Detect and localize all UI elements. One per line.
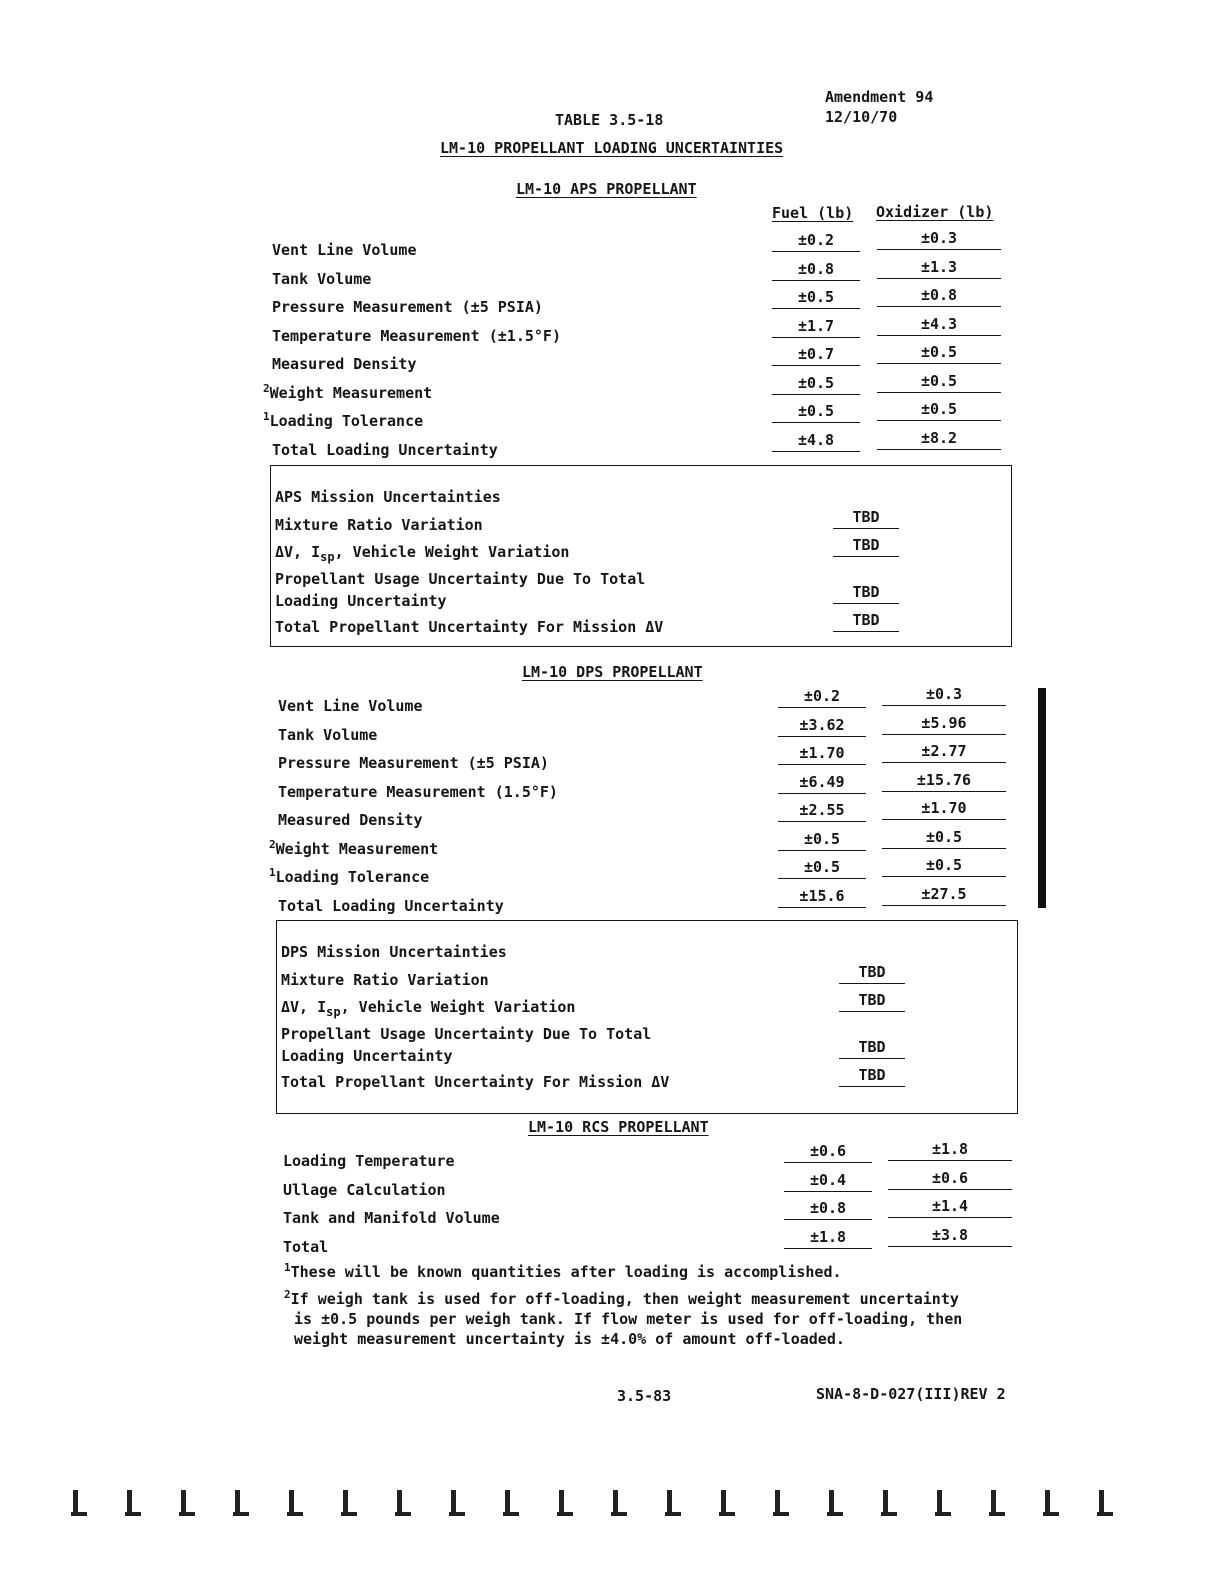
aps-oxidizer-value: ±4.3	[877, 315, 1001, 336]
aps-section-title: LM-10 APS PROPELLANT	[516, 180, 697, 198]
aps-mission-title: APS Mission Uncertainties	[275, 488, 501, 506]
rcs-row-label: Ullage Calculation	[283, 1180, 446, 1199]
aps-usage-label-2: Loading Uncertainty	[275, 592, 447, 610]
scan-mark	[554, 1488, 574, 1518]
scan-mark	[986, 1488, 1006, 1518]
aps-row-label: $^1$Loading Tolerance	[263, 410, 424, 430]
rcs-oxidizer-value: ±1.8	[888, 1140, 1012, 1161]
aps-row-label: Pressure Measurement (±5 PSIA)	[272, 298, 543, 316]
scan-mark	[1094, 1488, 1114, 1518]
amendment-label: Amendment 94	[825, 88, 934, 106]
scan-mark	[122, 1488, 142, 1518]
scan-mark	[176, 1488, 196, 1518]
dps-fuel-value: ±2.55	[778, 801, 866, 822]
scan-mark	[662, 1488, 682, 1518]
scan-mark	[716, 1488, 736, 1518]
dps-usage-tbd: TBD	[839, 1038, 905, 1059]
footnote-2-line-1: $^2$If weigh tank is used for off-loading, then weight measurement uncertainty	[284, 1288, 959, 1308]
dps-row-label: Pressure Measurement (±5 PSIA)	[278, 754, 549, 772]
footnote-2-line-3: weight measurement uncertainty is ±4.0% of amount off-loaded.	[294, 1330, 845, 1348]
aps-oxidizer-value: ±0.3	[877, 229, 1001, 250]
aps-row-label: Temperature Measurement (±1.5°F)	[272, 326, 561, 345]
aps-row-label: Total Loading Uncertainty	[272, 440, 498, 459]
aps-total-tbd: TBD	[833, 611, 899, 632]
document-id: SNA-8-D-027(III)REV 2	[816, 1385, 1006, 1403]
aps-mixture-tbd: TBD	[833, 508, 899, 529]
dps-oxidizer-value: ±15.76	[882, 771, 1006, 792]
dps-fuel-value: ±3.62	[778, 716, 866, 737]
aps-dv-tbd: TBD	[833, 536, 899, 557]
table-title: LM-10 PROPELLANT LOADING UNCERTAINTIES	[440, 139, 784, 157]
table-number: TABLE 3.5-18	[555, 111, 664, 129]
scan-mark	[446, 1488, 466, 1518]
aps-fuel-value: ±4.8	[772, 431, 860, 452]
scan-mark	[500, 1488, 520, 1518]
aps-row-label: Tank Volume	[272, 269, 372, 288]
dps-row-label: Vent Line Volume	[278, 697, 423, 715]
dps-dv-isp-label: ΔV, $I_{sp}$, Vehicle Weight Variation	[281, 998, 576, 1019]
rcs-oxidizer-value: ±0.6	[888, 1169, 1012, 1190]
dps-dv-tbd: TBD	[839, 991, 905, 1012]
rcs-fuel-value: ±0.6	[784, 1142, 872, 1163]
dps-mission-title: DPS Mission Uncertainties	[281, 943, 507, 961]
scan-mark	[1040, 1488, 1060, 1518]
dps-total-tbd: TBD	[839, 1066, 905, 1087]
footnote-1: $^1$These will be known quantities after loading is accomplished.	[284, 1261, 842, 1281]
scan-mark	[338, 1488, 358, 1518]
dps-mixture-ratio-label: Mixture Ratio Variation	[281, 971, 489, 989]
dps-fuel-value: ±0.5	[778, 858, 866, 879]
dps-oxidizer-value: ±0.3	[882, 685, 1006, 706]
dps-mixture-tbd: TBD	[839, 963, 905, 984]
dps-oxidizer-value: ±1.70	[882, 799, 1006, 820]
footnote-2-line-2: is ±0.5 pounds per weigh tank. If flow meter is used for off-loading, then	[294, 1310, 963, 1328]
dps-row-label: Tank Volume	[278, 725, 378, 744]
oxidizer-column-header: Oxidizer (lb)	[876, 203, 994, 221]
scan-mark	[608, 1488, 628, 1518]
aps-usage-label-1: Propellant Usage Uncertainty Due To Total	[275, 570, 646, 588]
scan-mark	[770, 1488, 790, 1518]
scan-mark	[932, 1488, 952, 1518]
page-number: 3.5-83	[617, 1387, 672, 1405]
aps-total-mission-label: Total Propellant Uncertainty For Mission ΔV	[275, 618, 664, 636]
dps-oxidizer-value: ±0.5	[882, 828, 1006, 849]
rcs-section-title: LM-10 RCS PROPELLANT	[528, 1118, 709, 1136]
aps-oxidizer-value: ±1.3	[877, 258, 1001, 279]
aps-oxidizer-value: ±0.5	[877, 400, 1001, 421]
rcs-fuel-value: ±0.8	[784, 1199, 872, 1220]
scan-mark	[284, 1488, 304, 1518]
scan-mark	[230, 1488, 250, 1518]
dps-fuel-value: ±0.2	[778, 687, 866, 708]
dps-oxidizer-value: ±5.96	[882, 714, 1006, 735]
scan-mark	[878, 1488, 898, 1518]
revision-change-bar	[1038, 688, 1046, 908]
aps-fuel-value: ±0.2	[772, 231, 860, 252]
dps-oxidizer-value: ±2.77	[882, 742, 1006, 763]
dps-row-label: Measured Density	[278, 811, 423, 829]
aps-row-label: $^2$Weight Measurement	[263, 381, 433, 402]
dps-oxidizer-value: ±27.5	[882, 885, 1006, 906]
rcs-row-label: Total	[283, 1237, 329, 1256]
rcs-oxidizer-value: ±3.8	[888, 1226, 1012, 1247]
amendment-date: 12/10/70	[825, 108, 898, 126]
aps-fuel-value: ±0.7	[772, 345, 860, 366]
aps-row-label: Vent Line Volume	[272, 241, 417, 259]
rcs-row-label: Tank and Manifold Volume	[283, 1209, 500, 1227]
dps-fuel-value: ±0.5	[778, 830, 866, 851]
aps-usage-tbd: TBD	[833, 583, 899, 604]
aps-dv-isp-label: ΔV, $I_{sp}$, Vehicle Weight Variation	[275, 543, 570, 564]
rcs-fuel-value: ±0.4	[784, 1171, 872, 1192]
aps-fuel-value: ±0.8	[772, 260, 860, 281]
aps-oxidizer-value: ±8.2	[877, 429, 1001, 450]
aps-fuel-value: ±0.5	[772, 402, 860, 423]
aps-fuel-value: ±0.5	[772, 374, 860, 395]
fuel-column-header: Fuel (lb)	[772, 204, 854, 222]
scan-edge-marks	[60, 1488, 1160, 1524]
dps-fuel-value: ±1.70	[778, 744, 866, 765]
aps-mixture-ratio-label: Mixture Ratio Variation	[275, 516, 483, 534]
scan-mark	[824, 1488, 844, 1518]
dps-total-mission-label: Total Propellant Uncertainty For Mission ΔV	[281, 1073, 670, 1091]
aps-row-label: Measured Density	[272, 355, 417, 373]
dps-row-label: $^2$Weight Measurement	[269, 837, 439, 858]
dps-row-label: Temperature Measurement (1.5°F)	[278, 782, 558, 801]
dps-row-label: $^1$Loading Tolerance	[269, 866, 430, 886]
dps-mission-box	[276, 920, 1018, 1114]
dps-oxidizer-value: ±0.5	[882, 856, 1006, 877]
dps-row-label: Total Loading Uncertainty	[278, 896, 504, 915]
dps-usage-label-1: Propellant Usage Uncertainty Due To Total	[281, 1025, 652, 1043]
dps-usage-label-2: Loading Uncertainty	[281, 1047, 453, 1065]
rcs-fuel-value: ±1.8	[784, 1228, 872, 1249]
aps-mission-box	[270, 465, 1012, 647]
aps-oxidizer-value: ±0.8	[877, 286, 1001, 307]
aps-fuel-value: ±0.5	[772, 288, 860, 309]
aps-oxidizer-value: ±0.5	[877, 372, 1001, 393]
aps-oxidizer-value: ±0.5	[877, 343, 1001, 364]
dps-fuel-value: ±15.6	[778, 887, 866, 908]
dps-fuel-value: ±6.49	[778, 773, 866, 794]
scan-mark	[68, 1488, 88, 1518]
rcs-oxidizer-value: ±1.4	[888, 1197, 1012, 1218]
rcs-row-label: Loading Temperature	[283, 1152, 455, 1170]
scan-mark	[392, 1488, 412, 1518]
dps-section-title: LM-10 DPS PROPELLANT	[522, 663, 703, 681]
aps-fuel-value: ±1.7	[772, 317, 860, 338]
